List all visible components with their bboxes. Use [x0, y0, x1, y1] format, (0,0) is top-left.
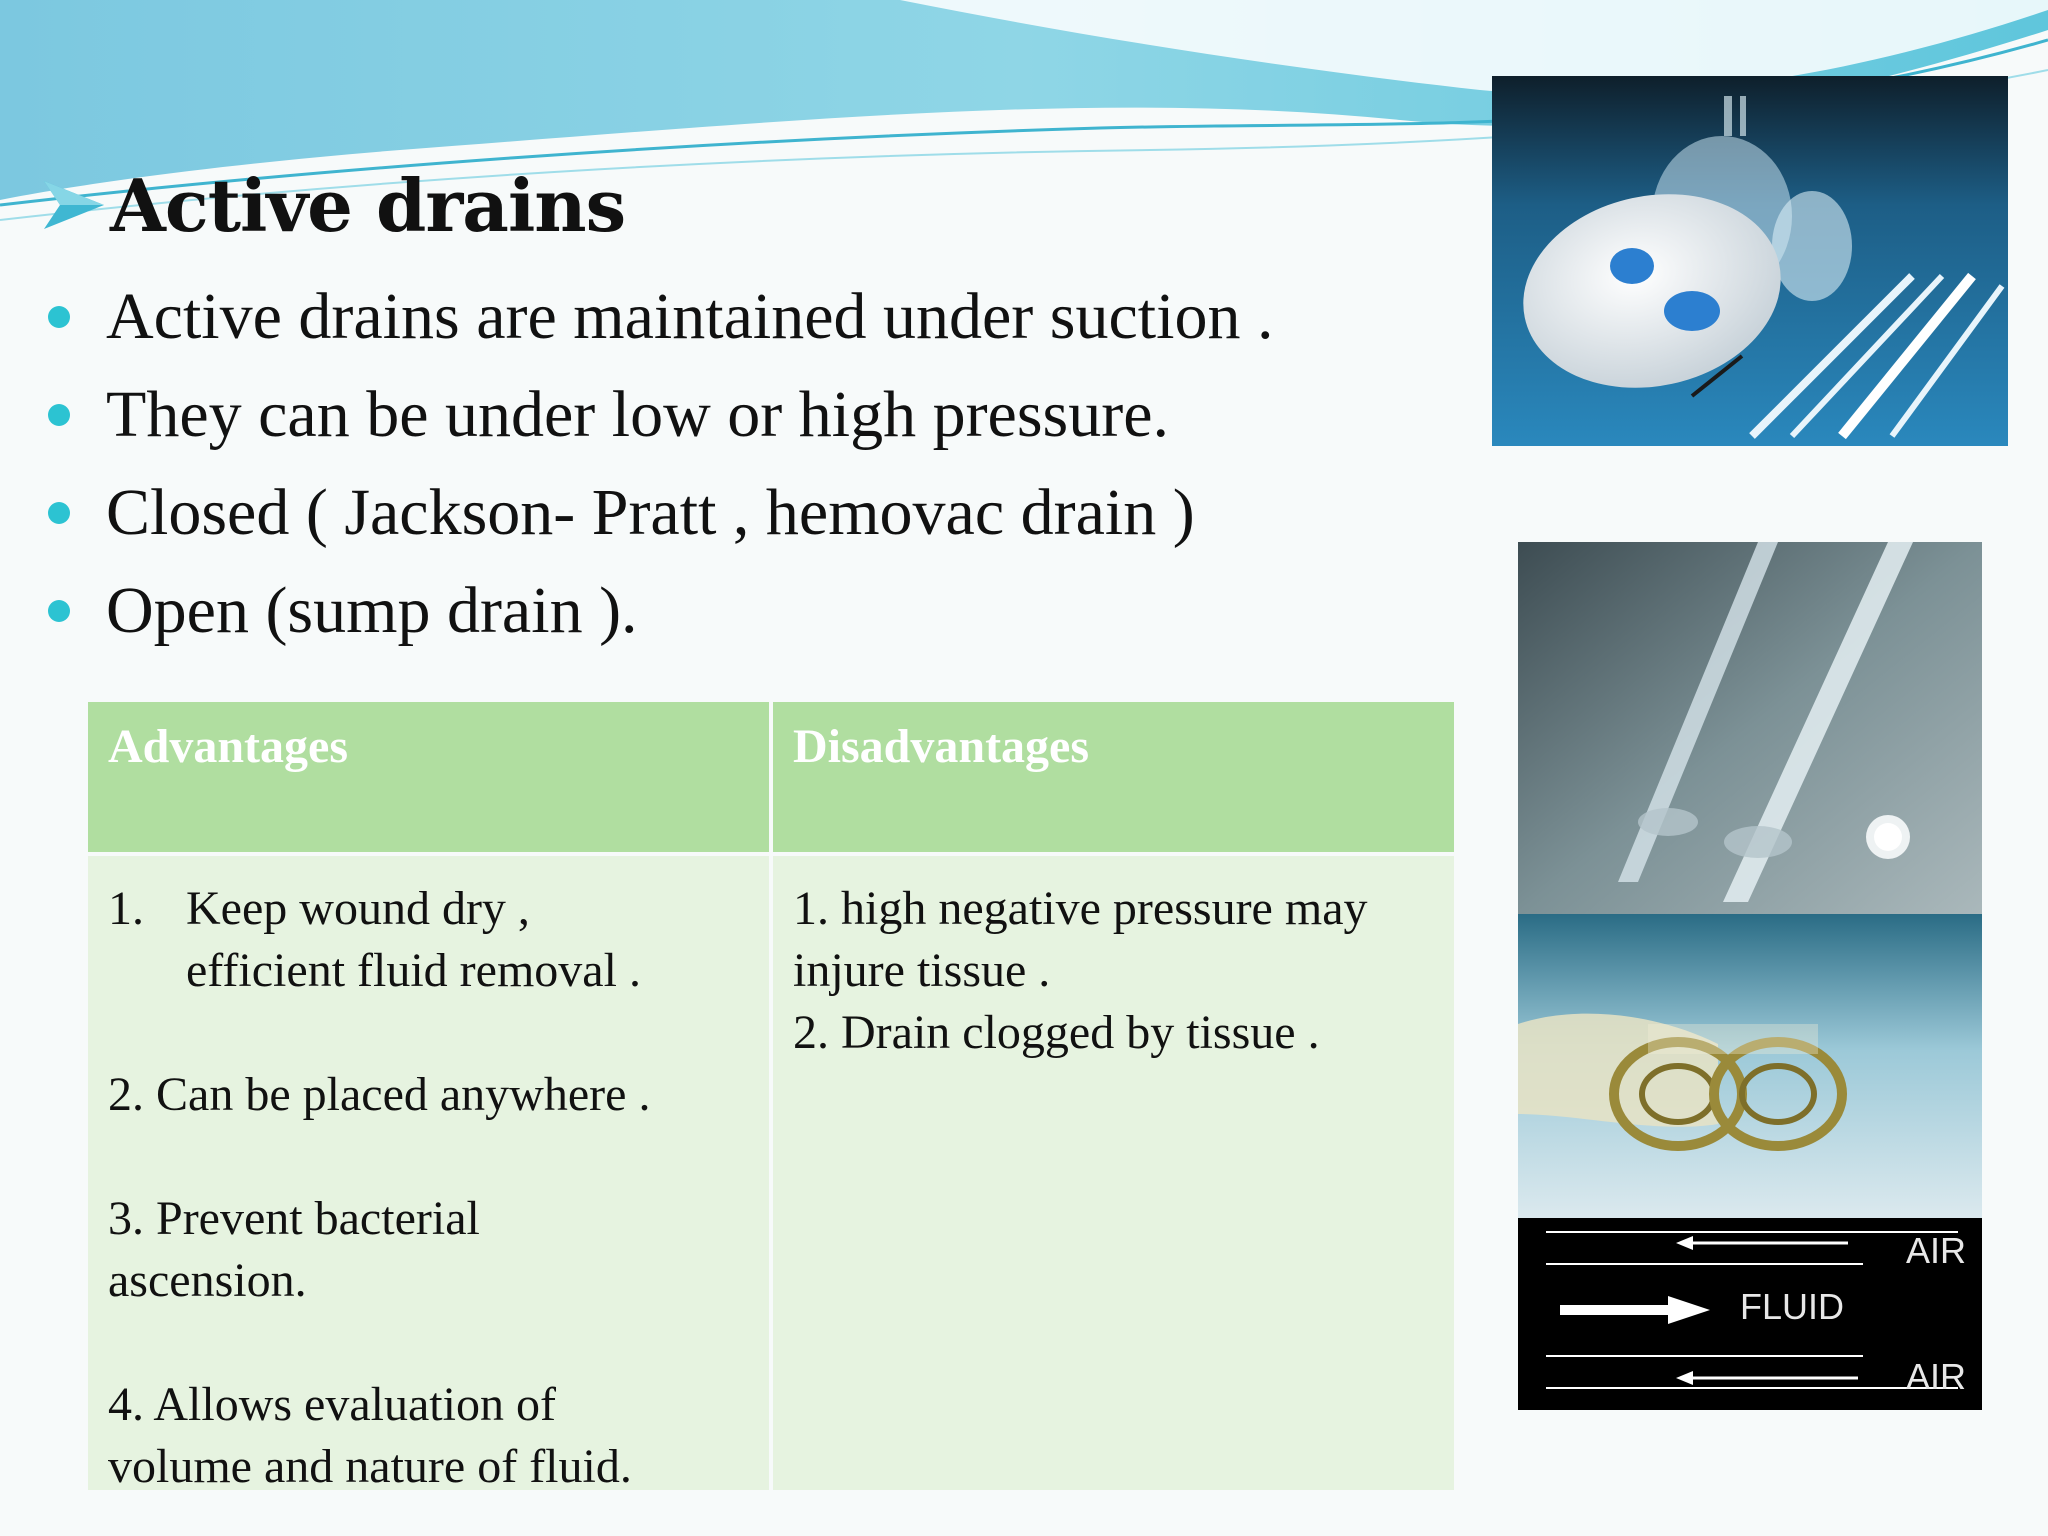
advantage-text: efficient fluid removal . — [186, 944, 641, 997]
advantage-item — [108, 878, 749, 1002]
header-advantages: Advantages — [88, 702, 769, 852]
title-row — [40, 160, 625, 250]
bullet-text: Closed ( Jackson- Pratt , hemovac drain ) — [106, 476, 1195, 549]
bullet-item — [48, 464, 1273, 562]
disadvantages-cell — [773, 856, 1454, 1490]
bullet-dot-icon — [48, 306, 70, 328]
advantage-item-cont: ascension. — [108, 1254, 307, 1307]
bullet-text: They can be under low or high pressure. — [106, 378, 1169, 451]
advantage-item-cont: volume and nature of fluid. — [108, 1440, 632, 1493]
bullet-dot-icon — [48, 502, 70, 524]
advantage-item: 4. Allows evaluation of — [108, 1378, 556, 1431]
arrow-bullet-icon — [40, 175, 106, 235]
drain-closeup-photo — [1518, 914, 1982, 1218]
air-label-top: AIR — [1906, 1230, 1967, 1271]
disadvantage-item: 1. high negative pressure may — [793, 882, 1368, 935]
slide-title: Active drains — [110, 162, 626, 248]
bullet-text: Active drains are maintained under suction . — [106, 280, 1274, 353]
disadvantage-item-cont: injure tissue . — [793, 944, 1051, 997]
bullet-text: Open (sump drain ). — [106, 574, 638, 647]
air-label-bottom: AIR — [1906, 1356, 1967, 1397]
bullet-item — [48, 562, 1273, 660]
bullet-item — [48, 366, 1273, 464]
bullet-list — [48, 268, 1273, 660]
sump-drain-photo — [1518, 542, 1982, 914]
advantage-text: Keep wound dry , — [186, 882, 530, 935]
bullet-item — [48, 268, 1273, 366]
advantage-number: 1. — [108, 882, 144, 935]
bullet-dot-icon — [48, 404, 70, 426]
advantage-item: 2. Can be placed anywhere . — [108, 1068, 651, 1121]
drain-kit-photo — [1492, 76, 2008, 446]
fluid-label: FLUID — [1740, 1286, 1845, 1327]
disadvantage-item: 2. Drain clogged by tissue . — [793, 1006, 1320, 1059]
header-disadvantages: Disadvantages — [773, 702, 1454, 852]
bullet-dot-icon — [48, 600, 70, 622]
advantage-item: 3. Prevent bacterial — [108, 1192, 480, 1245]
advantages-cell — [88, 856, 769, 1493]
advantages-table — [88, 702, 1454, 1493]
air-fluid-diagram — [1518, 1218, 1982, 1410]
